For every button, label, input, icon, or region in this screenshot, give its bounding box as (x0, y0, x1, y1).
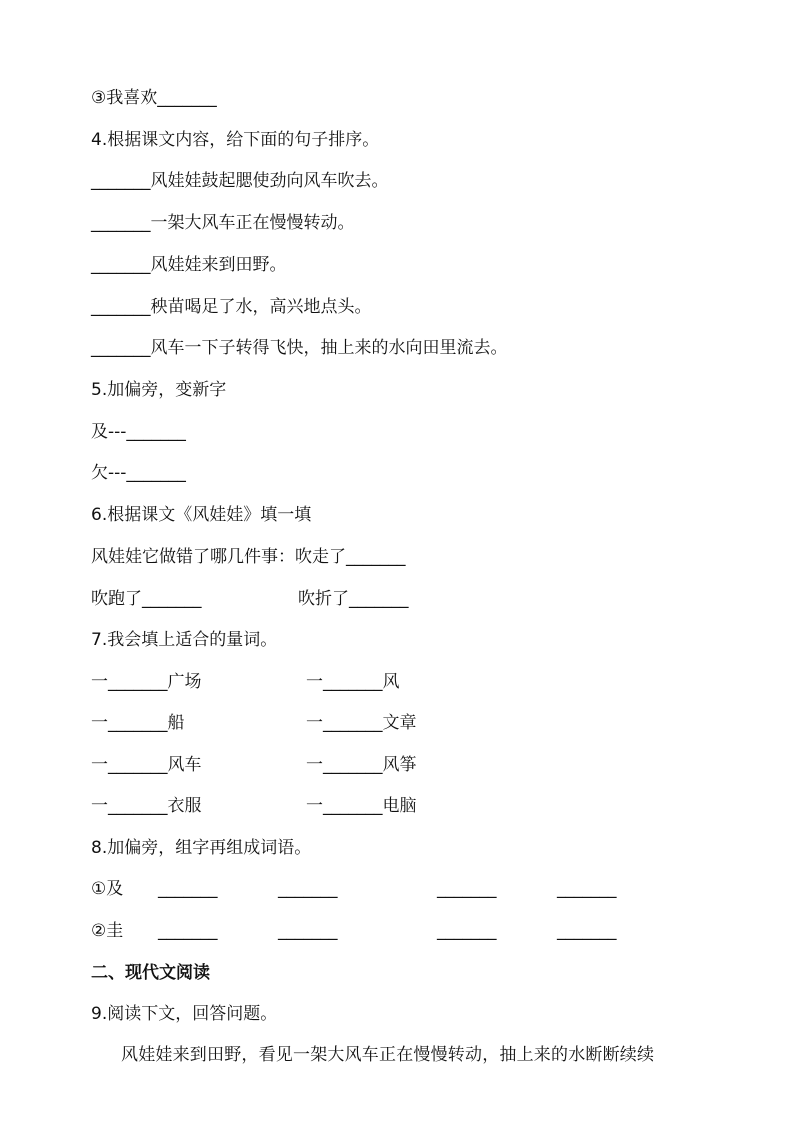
q8-blank: _______ (557, 921, 617, 941)
section-2-title: 二、现代文阅读 (91, 963, 210, 983)
q7-item: 一_______衣服 (91, 796, 202, 816)
q8-blank: _______ (437, 921, 497, 941)
q5-item: 欠---_______ (91, 463, 186, 483)
q7-item: 一_______广场 (91, 672, 202, 692)
q8-blank: _______ (278, 879, 338, 899)
q7-item: 一_______电脑 (306, 796, 417, 816)
q4-item: _______风娃娃鼓起腮使劲向风车吹去。 (91, 171, 389, 191)
q7-item: 一_______文章 (306, 713, 417, 733)
q8-blank: _______ (437, 879, 497, 899)
q3-item: ③我喜欢_______ (91, 88, 217, 108)
q6-line1: 风娃娃它做错了哪几件事：吹走了_______ (91, 547, 406, 567)
q4-item: _______秧苗喝足了水，高兴地点头。 (91, 297, 372, 317)
q7-item: 一_______船 (91, 713, 185, 733)
q9-title: 9.阅读下文，回答问题。 (91, 1004, 278, 1024)
q4-item: _______风娃娃来到田野。 (91, 255, 287, 275)
q8-blank: _______ (278, 921, 338, 941)
q7-item: 一_______风车 (91, 755, 202, 775)
q5-item: 及---_______ (91, 422, 186, 442)
q8-blank: _______ (557, 879, 617, 899)
q7-item: 一_______风 (306, 672, 400, 692)
q8-title: 8.加偏旁，组字再组成词语。 (91, 838, 312, 858)
q4-item: _______风车一下子转得飞快，抽上来的水向田里流去。 (91, 338, 508, 358)
q7-item: 一_______风筝 (306, 755, 417, 775)
q9-passage-line: 风娃娃来到田野，看见一架大风车正在慢慢转动，抽上来的水断断续续 (121, 1045, 655, 1065)
q6-title: 6.根据课文《风娃娃》填一填 (91, 505, 312, 525)
q8-blank: _______ (158, 879, 218, 899)
q4-title: 4.根据课文内容，给下面的句子排序。 (91, 130, 380, 150)
q6-line2-right: 吹折了_______ (298, 589, 409, 609)
q5-title: 5.加偏旁，变新字 (91, 380, 227, 400)
q4-item: _______一架大风车正在慢慢转动。 (91, 213, 355, 233)
q7-title: 7.我会填上适合的量词。 (91, 630, 278, 650)
q8-blank: _______ (158, 921, 218, 941)
q8-label: ②圭 (91, 921, 124, 941)
q6-line2-left: 吹跑了_______ (91, 589, 202, 609)
q8-label: ①及 (91, 879, 124, 899)
